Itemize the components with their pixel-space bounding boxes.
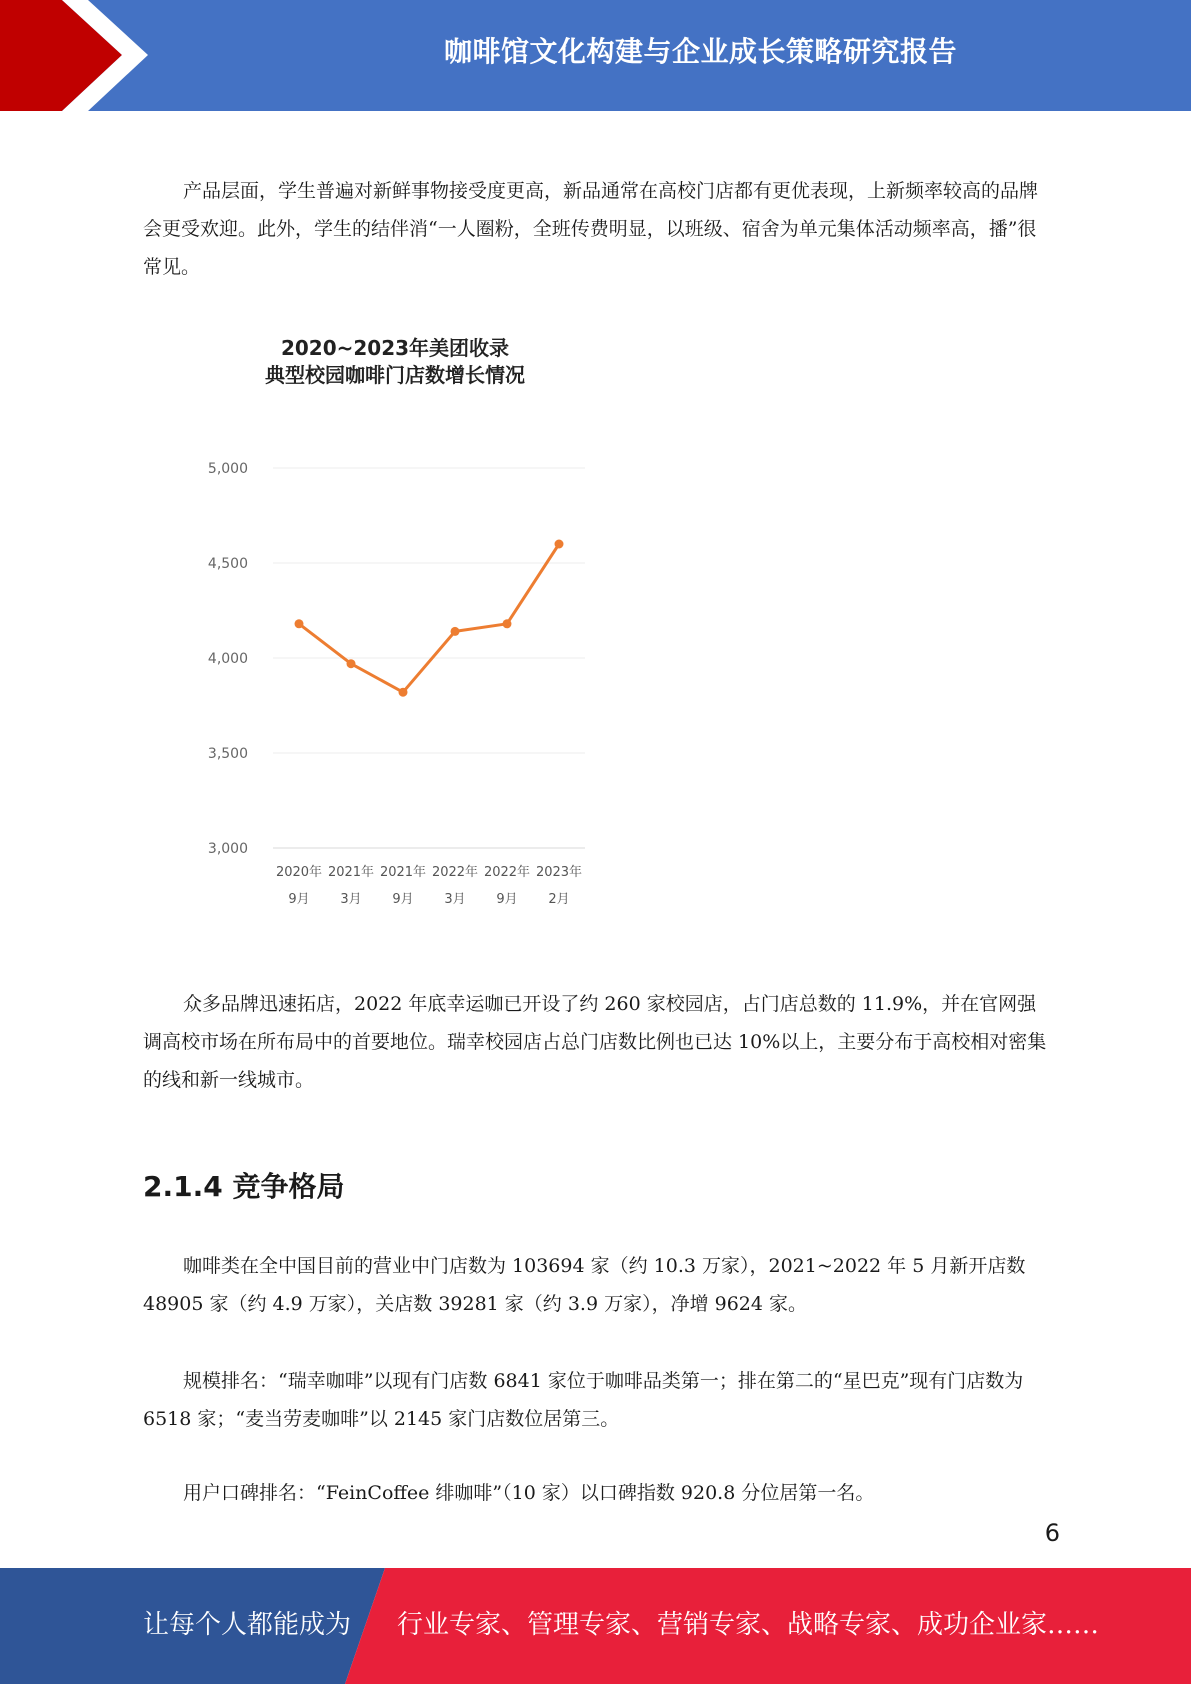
page-number: 6: [1044, 1519, 1060, 1547]
line-chart: [195, 330, 615, 930]
chart-x-tick-year: 2022年: [483, 865, 531, 880]
chart-y-tick-label: 4,500: [207, 556, 248, 572]
chart-data-point: [399, 688, 408, 697]
chart-x-tick-month: 3月: [444, 892, 466, 907]
chart-y-tick-label: 4,000: [207, 651, 248, 667]
page-footer: [0, 1568, 1191, 1684]
chart-x-tick-month: 9月: [392, 892, 414, 907]
chart-x-tick-year: 2023年: [535, 865, 583, 880]
chart-title-line2: 典型校园咖啡门店数增长情况: [265, 363, 525, 387]
paragraph-store-count: 咖啡类在全中国目前的营业中门店数为 103694 家（约 10.3 万家），2021~2022 年 5 月新开店数 48905 家（约 4.9 万家），关店数 39281 家（约 3.9 万家），净增 9624 家。: [143, 1255, 1026, 1315]
chart-data-point: [555, 540, 564, 549]
footer-slogan-right: 行业专家、管理专家、营销专家、战略专家、成功企业家……: [397, 1610, 1100, 1640]
page-header: [0, 0, 1191, 111]
chart-data-point: [451, 627, 460, 636]
section-heading: 2.1.4 竞争格局: [143, 1170, 345, 1203]
chart-y-tick-label: 3,500: [207, 746, 248, 762]
store-growth-chart: [195, 330, 615, 930]
footer-slogan-left: 让每个人都能成为: [143, 1610, 352, 1640]
chart-x-tick-year: 2020年: [275, 865, 323, 880]
report-title: 咖啡馆文化构建与企业成长策略研究报告: [443, 35, 957, 68]
chart-data-point: [347, 659, 356, 668]
chart-x-tick-year: 2021年: [327, 865, 375, 880]
paragraph-product-level: 产品层面，学生普遍对新鲜事物接受度更高，新品通常在高校门店都有更优表现，上新频率较高的品牌会更受欢迎。此外，学生的结伴消“一人圈粉，全班传费明显，以班级、宿舍为单元集体活动频率高，播”很常见。: [143, 180, 1039, 278]
paragraph-reputation-ranking: 用户口碑排名：“FeinCoffee 绯咖啡”（10 家）以口碑指数 920.8 分位居第一名。: [183, 1482, 875, 1504]
chart-x-tick-month: 9月: [496, 892, 518, 907]
chart-x-tick-month: 2月: [548, 892, 570, 907]
paragraph-scale-ranking: 规模排名：“瑞幸咖啡”以现有门店数 6841 家位于咖啡品类第一；排在第二的“星巴克”现有门店数为 6518 家；“麦当劳麦咖啡”以 2145 家门店数位居第三。: [143, 1370, 1024, 1430]
chart-y-tick-label: 3,000: [207, 841, 248, 857]
chart-x-tick-month: 3月: [340, 892, 362, 907]
chart-y-tick-label: 5,000: [207, 461, 248, 477]
chart-series-line: [299, 544, 559, 692]
chart-data-point: [503, 619, 512, 628]
chart-x-tick-year: 2022年: [431, 865, 479, 880]
chart-data-point: [295, 619, 304, 628]
chart-x-tick-month: 9月: [288, 892, 310, 907]
paragraph-brand-expansion: 众多品牌迅速拓店，2022 年底幸运咖已开设了约 260 家校园店，占门店总数的 11.9%，并在官网强调高校市场在所布局中的首要地位。瑞幸校园店占总门店数比例也已达 10%以上，主要分布于高校相对密集的线和新一线城市。: [143, 993, 1047, 1091]
chart-x-tick-year: 2021年: [379, 865, 427, 880]
chart-title-line1: 2020~2023年美团收录: [280, 336, 510, 360]
